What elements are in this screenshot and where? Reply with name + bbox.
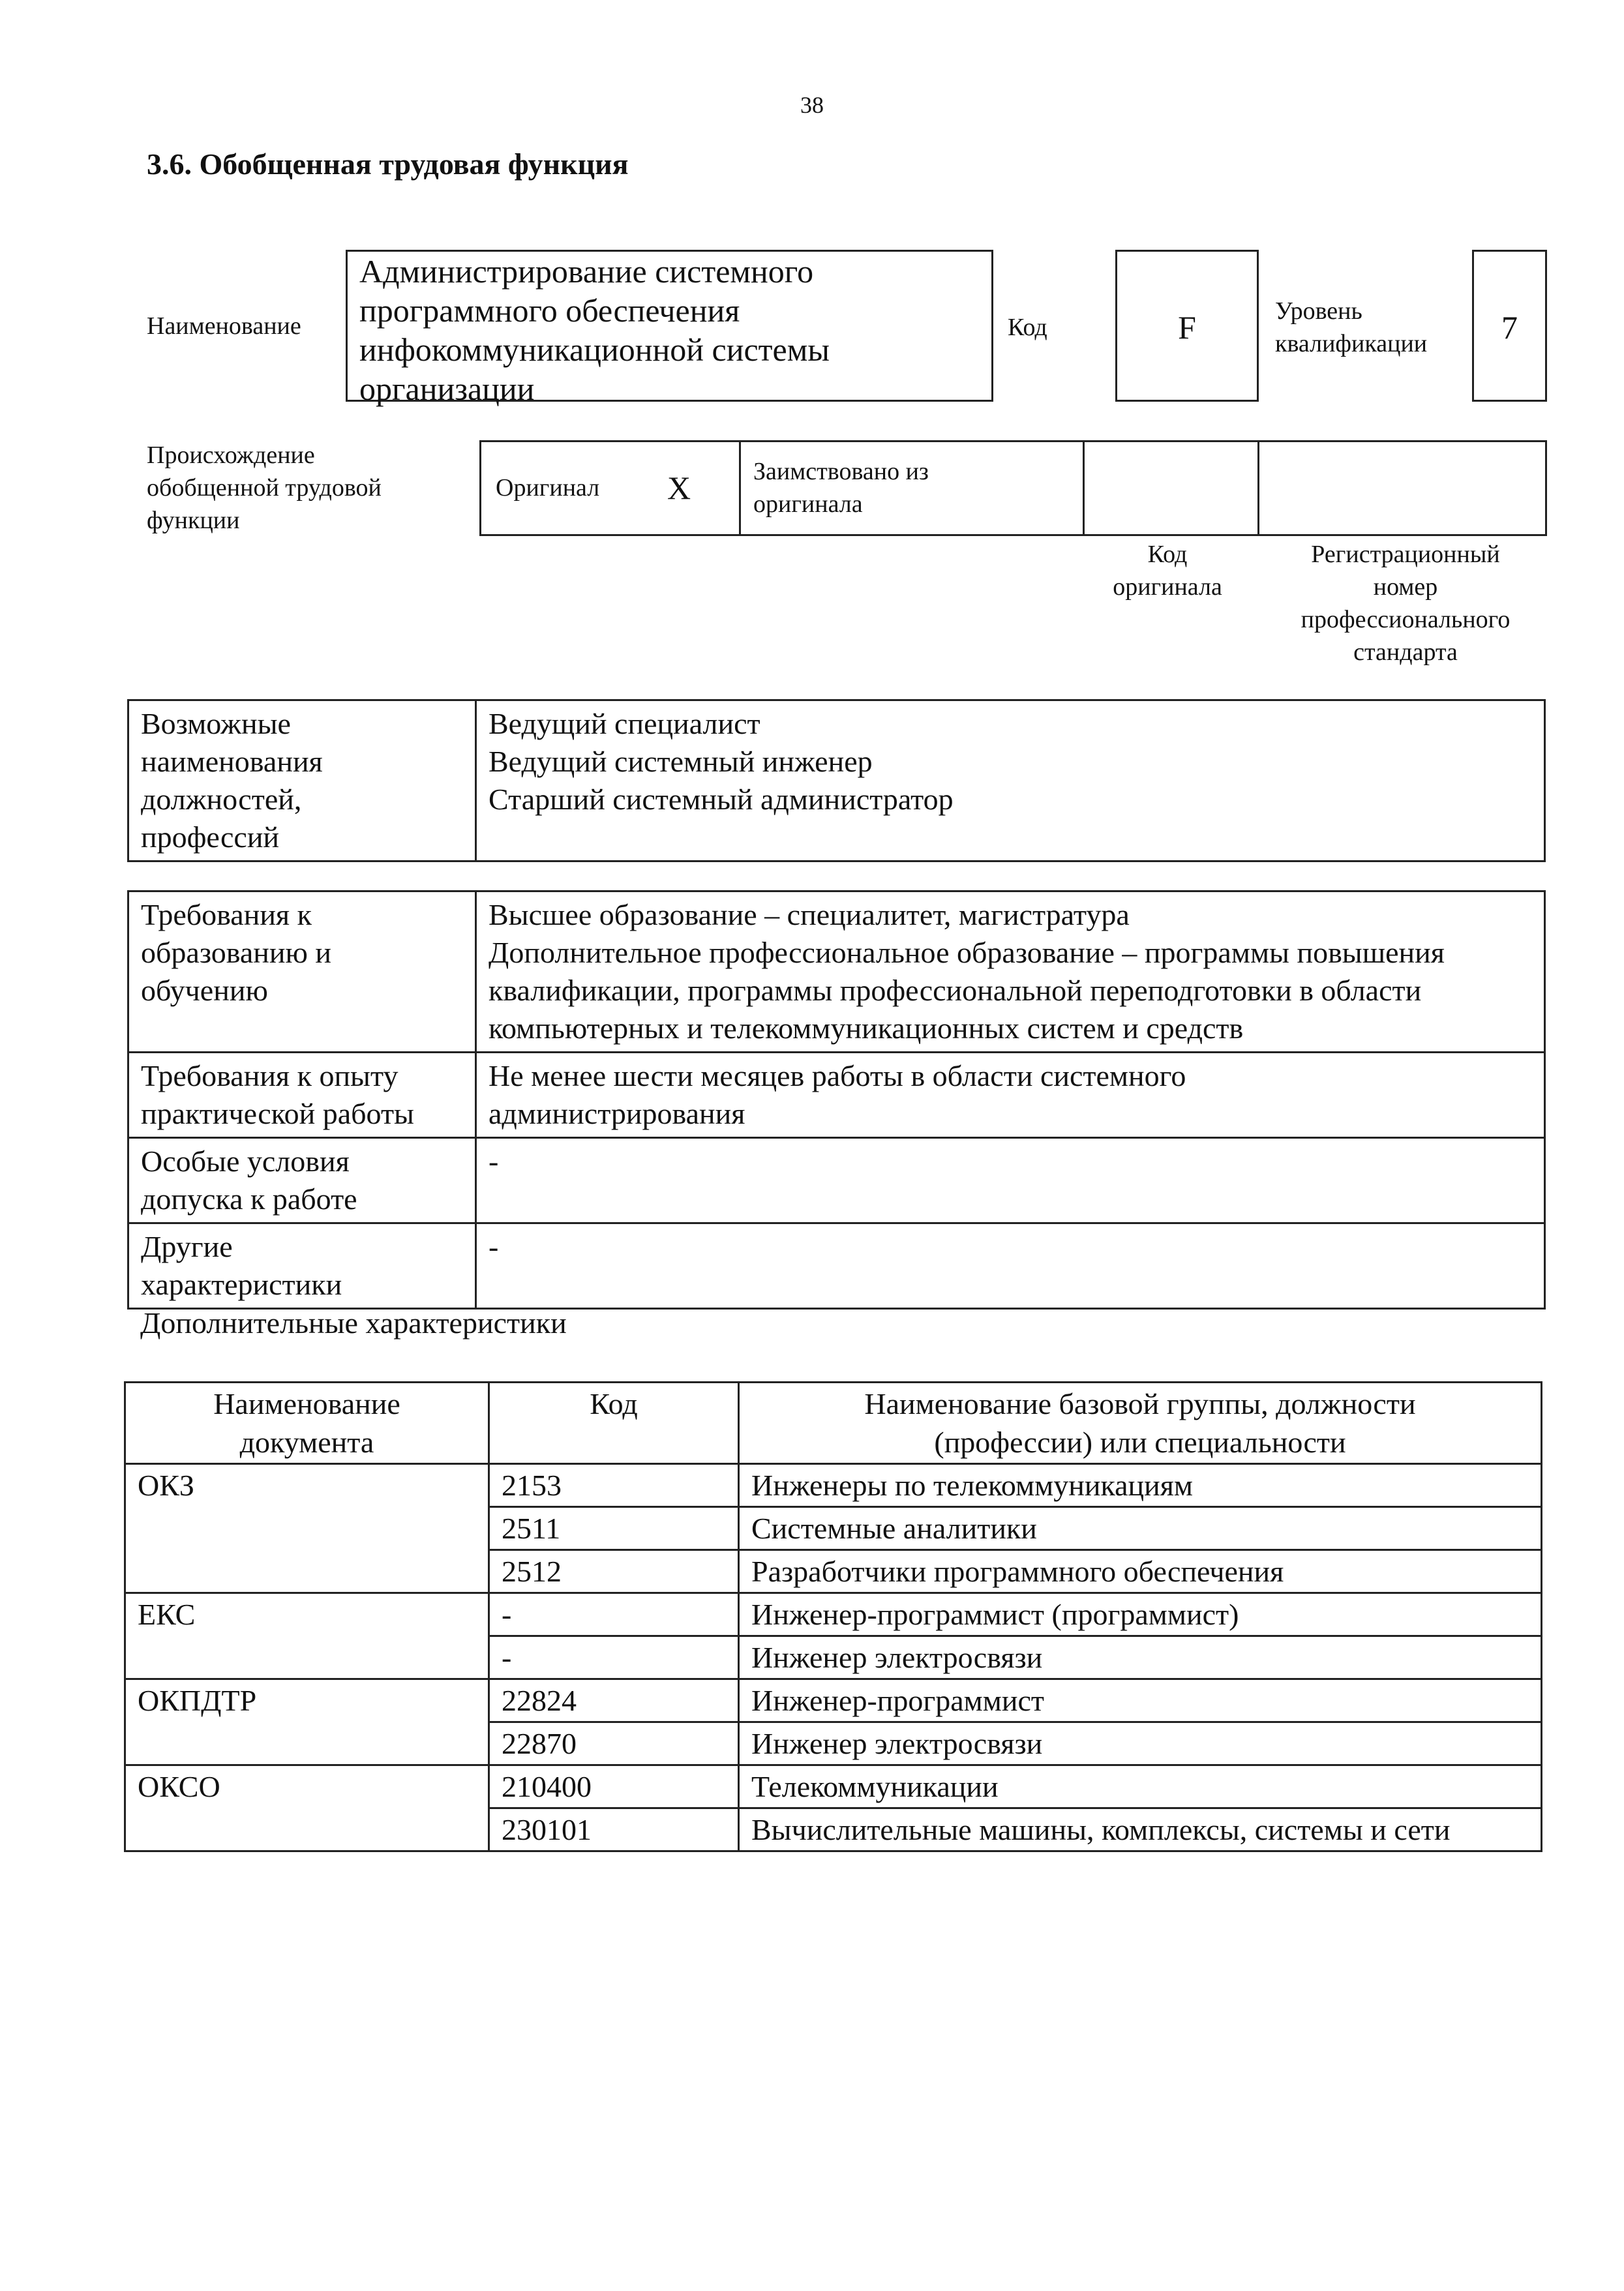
code-cell: 2511 xyxy=(489,1507,739,1550)
req-label-line: характеристики xyxy=(141,1268,342,1301)
req-label-line: обучению xyxy=(141,974,268,1007)
function-name-line: Администрирование системного xyxy=(359,253,814,290)
req-value-line: - xyxy=(489,1145,499,1178)
header-name-line: (профессии) или специальности xyxy=(934,1426,1346,1459)
code-cell: - xyxy=(489,1593,739,1636)
req-label-line: допуска к работе xyxy=(141,1182,357,1216)
req-label-cell xyxy=(128,1223,476,1309)
code-cell: 2153 xyxy=(489,1464,739,1507)
req-label-line: Другие xyxy=(141,1230,233,1263)
table-row xyxy=(128,1223,1545,1309)
origin-divider xyxy=(1083,442,1085,534)
page-number: 38 xyxy=(800,92,824,118)
code-cell: 230101 xyxy=(489,1808,739,1851)
name-cell: Инженер электросвязи xyxy=(739,1722,1542,1765)
positions-table xyxy=(127,699,1546,862)
req-label-line: практической работы xyxy=(141,1097,414,1130)
origin-table xyxy=(479,440,1547,536)
code-cell: 22870 xyxy=(489,1722,739,1765)
section-title: 3.6. Обобщенная трудовая функция xyxy=(147,147,629,181)
caption-reg-line: номер xyxy=(1373,573,1438,601)
position-item: Ведущий системный инженер xyxy=(489,745,873,778)
req-value-line: администрирования xyxy=(489,1097,745,1130)
origin-label-line: функции xyxy=(147,507,240,534)
doc-cell: ЕКС xyxy=(125,1593,489,1679)
origin-label-line: обобщенной трудовой xyxy=(147,474,382,502)
positions-label-line: Возможные xyxy=(141,707,291,740)
code-label: Код xyxy=(1008,314,1047,341)
header-code-cell: Код xyxy=(489,1383,739,1464)
doc-cell: ОКПДТР xyxy=(125,1679,489,1765)
origin-label-line: Происхождение xyxy=(147,442,315,469)
table-row xyxy=(125,1593,1542,1636)
level-label xyxy=(1275,295,1427,360)
req-label-cell xyxy=(128,1138,476,1223)
positions-label-line: наименования xyxy=(141,745,323,778)
name-cell: Разработчики программного обеспечения xyxy=(739,1550,1542,1593)
name-cell: Системные аналитики xyxy=(739,1507,1542,1550)
req-label-cell xyxy=(128,891,476,1053)
code-cell: 210400 xyxy=(489,1765,739,1808)
req-value-cell xyxy=(476,1053,1545,1138)
table-header-row xyxy=(125,1383,1542,1464)
position-item: Старший системный администратор xyxy=(489,783,954,816)
level-value-box: 7 xyxy=(1472,250,1547,402)
code-cell: 22824 xyxy=(489,1679,739,1722)
req-label-cell xyxy=(128,1053,476,1138)
code-cell: - xyxy=(489,1636,739,1679)
caption-code-line: оригинала xyxy=(1113,573,1222,601)
position-item: Ведущий специалист xyxy=(489,707,760,740)
table-row xyxy=(128,891,1545,1053)
additional-title: Дополнительные характеристики xyxy=(140,1306,567,1340)
origin-label xyxy=(147,439,382,537)
req-value-cell xyxy=(476,1223,1545,1309)
header-name-line: Наименование базовой группы, должности xyxy=(864,1387,1416,1420)
name-cell: Инженер-программист xyxy=(739,1679,1542,1722)
req-value-line: Дополнительное профессиональное образование – программы повышения xyxy=(489,936,1445,969)
original-mark: X xyxy=(667,470,691,506)
table-row xyxy=(125,1765,1542,1808)
name-cell: Инженеры по телекоммуникациям xyxy=(739,1464,1542,1507)
code-value-box: F xyxy=(1115,250,1259,402)
req-value-cell xyxy=(476,1138,1545,1223)
positions-label-line: профессий xyxy=(141,820,280,854)
header-name-cell xyxy=(739,1383,1542,1464)
origin-divider xyxy=(739,442,741,534)
name-cell: Инженер-программист (программист) xyxy=(739,1593,1542,1636)
borrowed-label-line: Заимствовано из xyxy=(753,458,929,485)
level-label-line: Уровень xyxy=(1275,297,1362,325)
req-value-cell xyxy=(476,891,1545,1053)
req-value-line: Не менее шести месяцев работы в области системного xyxy=(489,1059,1186,1092)
function-name-line: инфокоммуникационной системы xyxy=(359,331,830,368)
additional-table xyxy=(124,1381,1542,1852)
caption-code-original xyxy=(1083,538,1252,603)
req-label-line: Требования к опыту xyxy=(141,1059,398,1092)
req-label-line: Требования к xyxy=(141,898,312,931)
positions-label-line: должностей, xyxy=(141,783,302,816)
header-doc-line: документа xyxy=(239,1426,374,1459)
origin-divider xyxy=(1257,442,1259,534)
table-row xyxy=(128,1053,1545,1138)
req-value-line: компьютерных и телекоммуникационных систем и средств xyxy=(489,1011,1244,1045)
caption-reg-number xyxy=(1262,538,1549,668)
caption-code-line: Код xyxy=(1147,541,1188,568)
function-name-line: программного обеспечения xyxy=(359,292,740,329)
function-name-box xyxy=(346,250,993,407)
requirements-table xyxy=(127,890,1546,1310)
positions-value-cell xyxy=(476,700,1545,861)
code-cell: 2512 xyxy=(489,1550,739,1593)
caption-reg-line: Регистрационный xyxy=(1311,541,1500,568)
table-row xyxy=(128,1138,1545,1223)
borrowed-label xyxy=(753,455,929,520)
doc-cell: ОКСО xyxy=(125,1765,489,1851)
req-value-line: - xyxy=(489,1230,499,1263)
caption-reg-line: профессионального xyxy=(1301,606,1511,633)
req-value-line: Высшее образование – специалитет, магистратура xyxy=(489,898,1130,931)
function-name-line: организации xyxy=(359,370,535,407)
table-row xyxy=(128,700,1545,861)
doc-cell: ОКЗ xyxy=(125,1464,489,1593)
table-row xyxy=(125,1679,1542,1722)
level-label-line: квалификации xyxy=(1275,330,1428,357)
req-label-line: образованию и xyxy=(141,936,331,969)
name-label: Наименование xyxy=(147,312,301,340)
name-cell: Вычислительные машины, комплексы, системы и сети xyxy=(739,1808,1542,1851)
borrowed-label-line: оригинала xyxy=(753,490,863,518)
positions-label-cell xyxy=(128,700,476,861)
name-cell: Телекоммуникации xyxy=(739,1765,1542,1808)
table-row xyxy=(125,1464,1542,1507)
caption-reg-line: стандарта xyxy=(1353,638,1458,666)
req-label-line: Особые условия xyxy=(141,1145,350,1178)
name-cell: Инженер электросвязи xyxy=(739,1636,1542,1679)
header-doc-cell xyxy=(125,1383,489,1464)
original-label: Оригинал xyxy=(496,474,600,502)
header-doc-line: Наименование xyxy=(213,1387,400,1420)
req-value-line: квалификации, программы профессиональной переподготовки в области xyxy=(489,974,1422,1007)
